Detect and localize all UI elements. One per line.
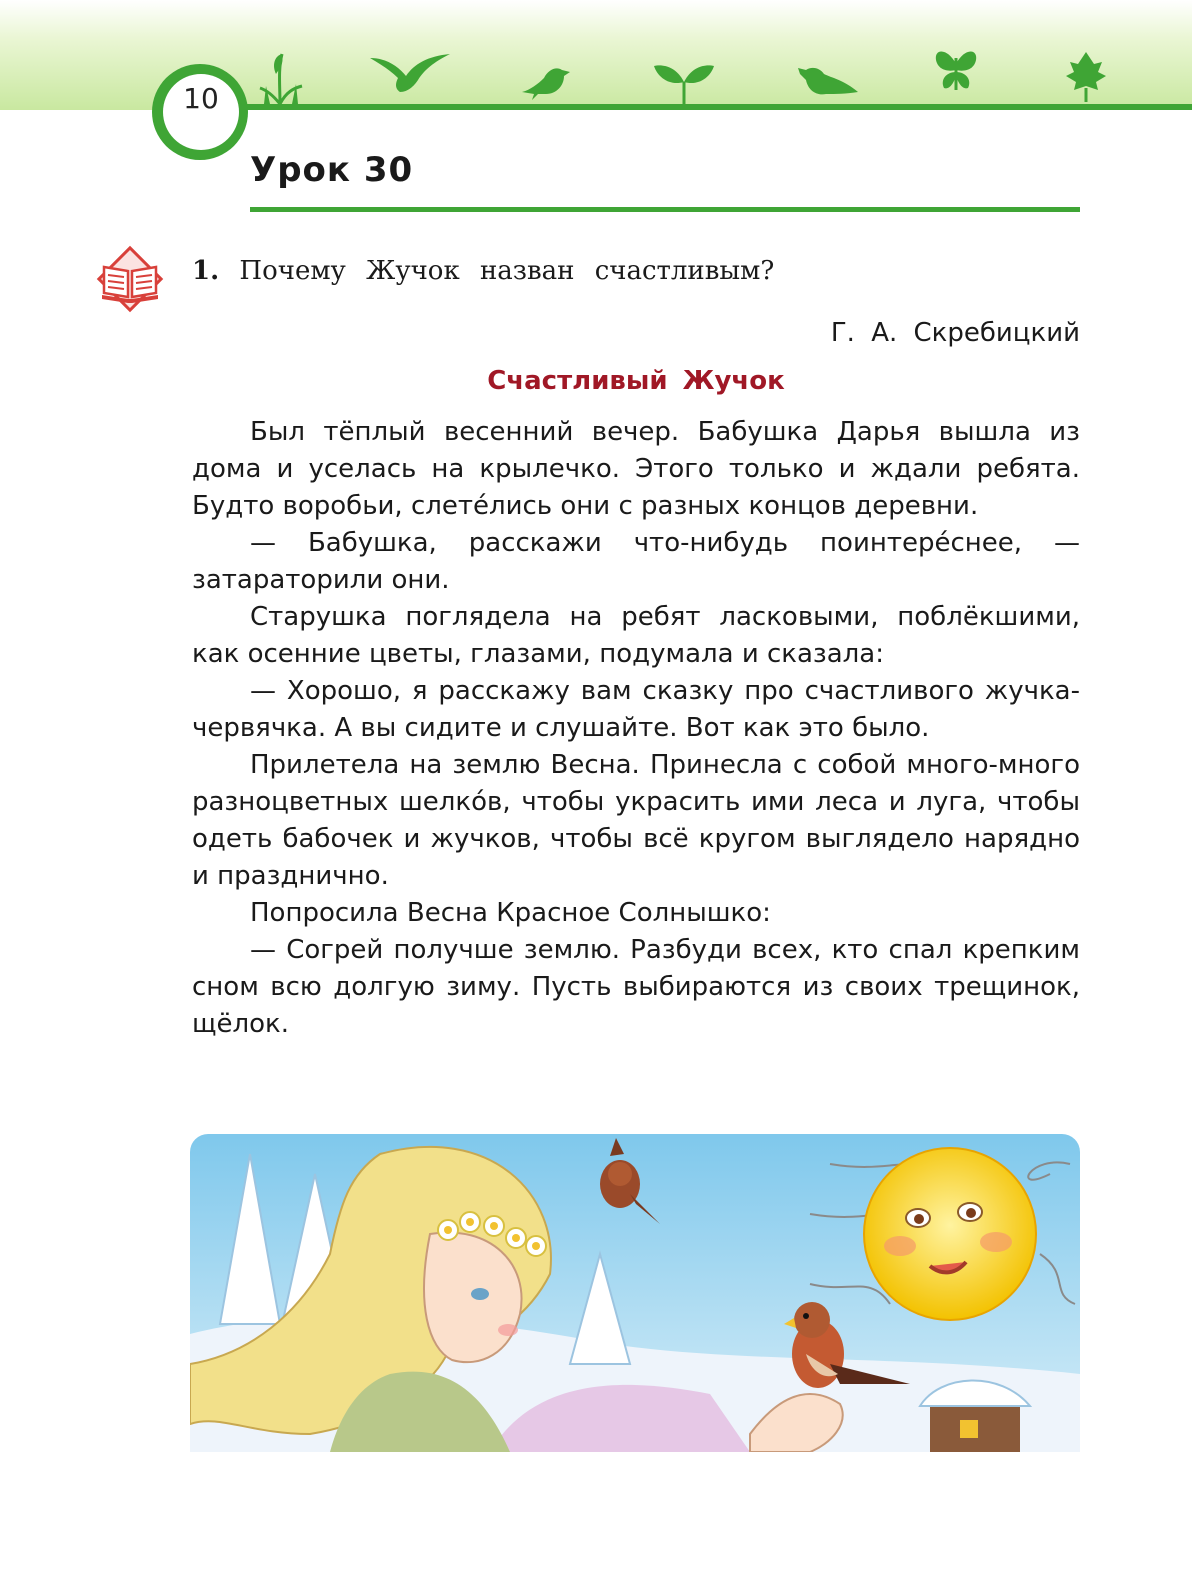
snowdrop-icon xyxy=(252,46,308,104)
task-number: 1. xyxy=(192,256,220,286)
sprout-icon xyxy=(652,60,716,104)
lesson-title: Урок 30 xyxy=(250,150,414,190)
task-text: Почему Жучок назван счастливым? xyxy=(239,256,775,286)
snowy-house-icon xyxy=(920,1380,1030,1452)
flying-bird-icon xyxy=(368,52,452,94)
header-rule xyxy=(160,104,1192,110)
sitting-bird-icon xyxy=(518,62,574,102)
butterfly-icon xyxy=(932,46,980,92)
story-illustration xyxy=(190,1134,1080,1452)
open-book-icon xyxy=(92,241,168,317)
story-text xyxy=(192,414,1080,1043)
story-paragraph: Был тёплый весенний вечер. Бабушка Дарья вышла из дома и уселась на крылечко. Этого только и ждали ребята. Будто воробьи, слетéлись они с разных концов деревни. xyxy=(192,417,1080,521)
songbird-icon xyxy=(796,62,860,102)
story-paragraph: Прилетела на землю Весна. Принесла с собой много-много разноцветных шелкóв, чтобы украсить ими леса и луга, чтобы одеть бабочек и жучков, чтобы всё кругом выглядело нарядно и празднично. xyxy=(192,750,1080,891)
page-number: 10 xyxy=(183,82,219,115)
story-author: Г. А. Скребицкий xyxy=(830,318,1080,348)
story-paragraph: Попросила Весна Красное Солнышко: xyxy=(250,898,771,928)
leaf-icon xyxy=(1064,50,1108,102)
lesson-title-rule xyxy=(250,207,1080,212)
story-paragraph: — Согрей получше землю. Разбуди всех, кто спал крепким сном всю долгую зиму. Пусть выбираются из своих трещинок, щёлок. xyxy=(192,935,1080,1039)
story-paragraph: Старушка поглядела на ребят ласковыми, поблёкшими, как осенние цветы, глазами, подумала и сказала: xyxy=(192,602,1080,669)
story-paragraph: — Хорошо, я расскажу вам сказку про счастливого жучка-червячка. А вы сидите и слушайте. Вот как это было. xyxy=(192,676,1080,743)
story-title: Счастливый Жучок xyxy=(487,366,785,396)
task-question xyxy=(192,256,774,286)
story-paragraph: — Бабушка, расскажи что-нибудь поинтерéснее, — затараторили они. xyxy=(192,528,1080,595)
